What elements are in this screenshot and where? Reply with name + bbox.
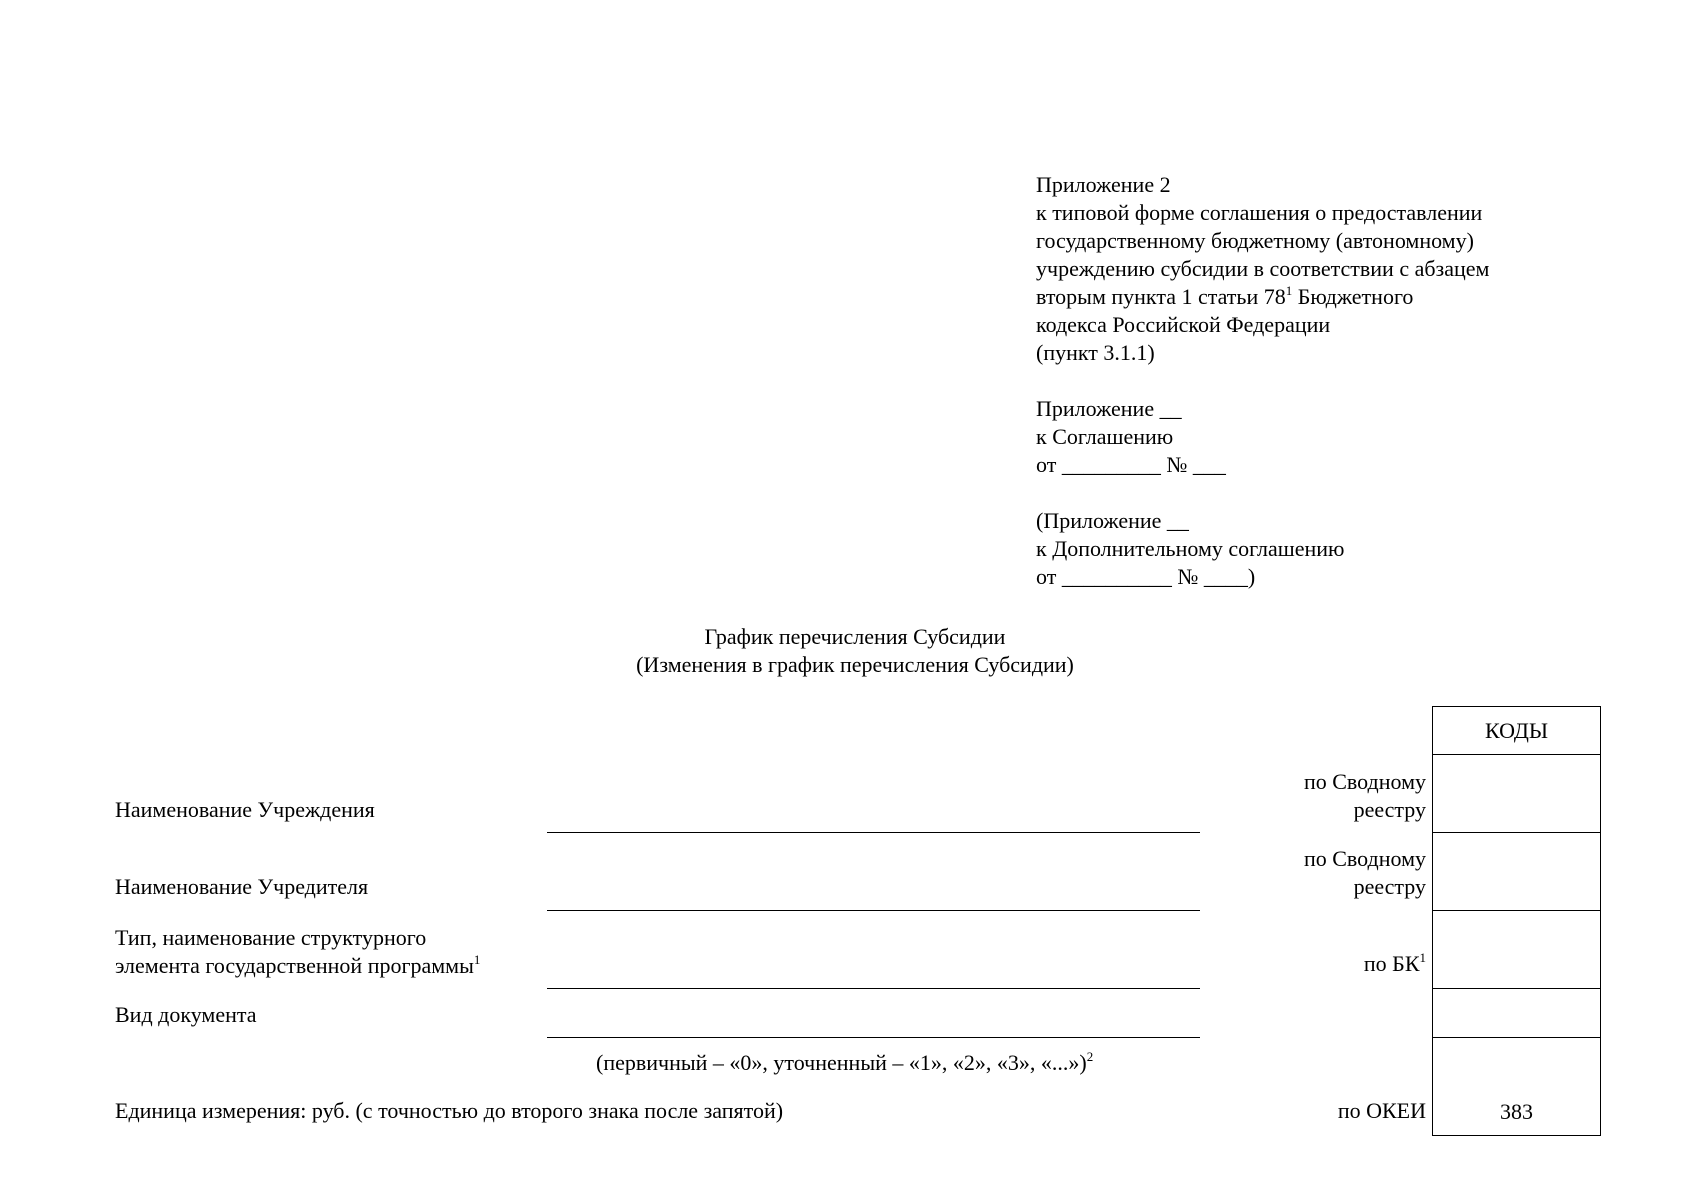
institution-label: Наименование Учреждения (115, 797, 375, 822)
registry-label-line: по Сводному (1303, 846, 1426, 871)
appendix-line: к типовой форме соглашения о предоставлении (1036, 200, 1483, 225)
appendix-header (1036, 171, 1489, 591)
program-field-line[interactable] (547, 988, 1200, 989)
additional-agreement-line: к Дополнительному соглашению (1036, 536, 1345, 561)
codes-table (1432, 706, 1601, 1136)
unit-label: Единица измерения: руб. (с точностью до второго знака после запятой) (115, 1098, 784, 1123)
footnote-marker: 1 (1419, 950, 1426, 965)
appendix-line: (пункт 3.1.1) (1036, 340, 1155, 365)
footnote-marker: 1 (473, 952, 481, 967)
bk-code-cell[interactable] (1433, 911, 1601, 989)
agreement-line: к Соглашению (1036, 424, 1174, 449)
okei-code-cell (1433, 1038, 1601, 1136)
bk-label-text: по БК (1363, 951, 1420, 976)
codes-header: КОДЫ (1433, 707, 1601, 755)
agreement-line: Приложение __ (1036, 396, 1182, 421)
document-title: График перечисления Субсидии (704, 624, 1006, 649)
appendix-line: государственному бюджетному (автономному) (1036, 228, 1474, 253)
registry-label-2 (1304, 845, 1426, 901)
okei-label: по ОКЕИ (1337, 1098, 1426, 1123)
registry-code-cell-2[interactable] (1433, 833, 1601, 911)
doc-type-code-cell[interactable] (1433, 989, 1601, 1038)
program-label-line1: Тип, наименование структурного (115, 925, 427, 950)
registry-label-line: реестру (1353, 797, 1426, 822)
registry-label-1 (1304, 768, 1426, 824)
program-label-text: элемента государственной программы (115, 953, 474, 978)
doc-type-hint-text: (первичный – «0», уточненный – «1», «2», «3», «...») (596, 1050, 1087, 1075)
doc-type-label: Вид документа (115, 1002, 257, 1027)
appendix-line: учреждению субсидии в соответствии с абзацем (1036, 256, 1490, 281)
agreement-line: от _________ № ___ (1036, 452, 1226, 477)
bk-label (1364, 950, 1426, 978)
doc-type-hint (596, 1049, 1093, 1077)
registry-code-cell-1[interactable] (1433, 755, 1601, 833)
doc-type-field-line[interactable] (547, 1037, 1200, 1038)
founder-label: Наименование Учредителя (115, 874, 369, 899)
appendix-line-text: Бюджетного (1292, 284, 1414, 309)
document-subtitle: (Изменения в график перечисления Субсидии) (636, 652, 1074, 677)
registry-label-line: по Сводному (1303, 769, 1426, 794)
institution-field-line[interactable] (547, 832, 1200, 833)
additional-agreement-line: (Приложение __ (1036, 508, 1189, 533)
appendix-line: Приложение 2 (1036, 172, 1171, 197)
okei-code-value: 383 (1500, 1099, 1533, 1124)
founder-field-line[interactable] (547, 910, 1200, 911)
appendix-line: кодекса Российской Федерации (1036, 312, 1331, 337)
registry-label-line: реестру (1353, 874, 1426, 899)
appendix-line-text: вторым пункта 1 статьи 78 (1036, 284, 1286, 309)
additional-agreement-line: от __________ № ____) (1036, 564, 1256, 589)
appendix-line (1036, 283, 1489, 311)
program-label-line2 (115, 952, 480, 980)
footnote-marker: 1 (1285, 283, 1293, 298)
footnote-marker: 2 (1086, 1049, 1094, 1064)
